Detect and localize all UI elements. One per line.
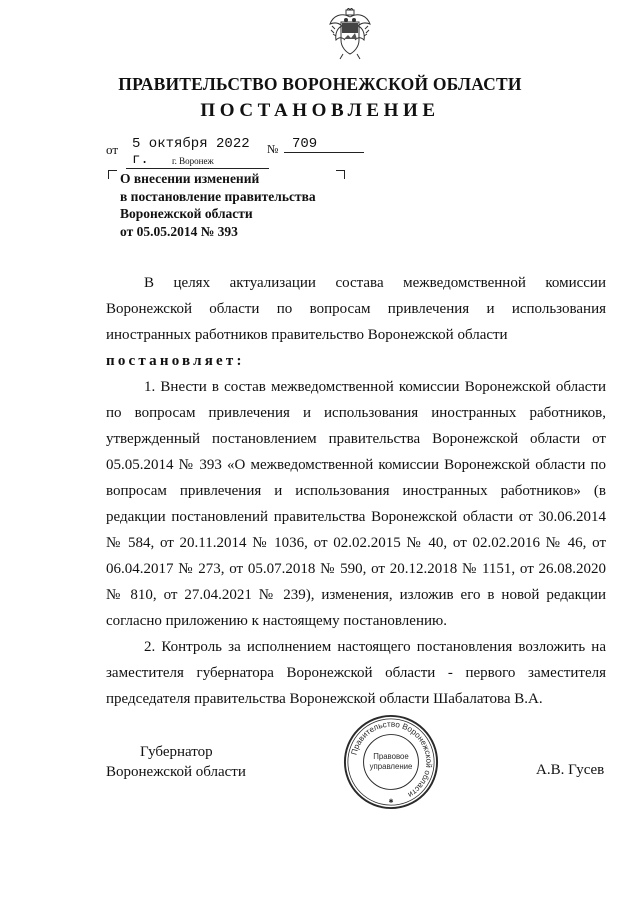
document-city: г. Воронеж [172,156,214,166]
subject-line: от 05.05.2014 № 393 [120,223,238,239]
coat-of-arms-icon [327,8,373,60]
stamp-center-line-1: Правовое [373,752,409,762]
document-subject [120,170,316,240]
position-line-1: Губернатор [140,744,213,760]
signatory-position [106,742,246,782]
subject-line: О внесении изменений [120,171,260,186]
subject-corner-left [108,170,117,179]
document-body [106,270,606,712]
date-prefix: от [106,142,119,157]
document-number: 709 [284,136,364,153]
subject-line: Воронежской области [120,206,253,221]
organization-title: ПРАВИТЕЛЬСТВО ВОРОНЕЖСКОЙ ОБЛАСТИ [118,74,522,94]
stamp-star-icon: ✱ [388,799,394,806]
position-line-2: Воронежской области [106,764,246,780]
number-label: № [267,142,279,156]
document-date: 5 октября 2022 г. [126,136,269,169]
stamp-ring-text: Правительство Воронежской области [349,719,434,800]
stamp-center-line-2: управление [369,761,413,771]
item-1-paragraph: 1. Внести в состав межведомственной комиссии Воронежской области по вопросам привлечения и использования иностранных работников, утвержденный постановлением правительства Воронежской области от 05.05.2014 № 393 «О межведомственной комиссии Воронежской области по вопросам привлечения и использования иностранных работников» (в редакции постановлений правительства Воронежской области от 30.06.2014 № 584, от 20.11.2014 № 1036, от 02.02.2015 № 40, от 02.02.2016 № 46, от 06.04.2017 № 273, от 05.07.2018 № 590, от 20.12.2018 № 1151, от 26.08.2020 № 810, от 27.04.2021 № 239), изменения, изложив его в новой редакции согласно приложению к настоящему постановлению. [106,379,606,629]
official-stamp-icon [342,713,440,811]
item-2-paragraph: 2. Контроль за исполнением настоящего постановления возложить на заместителя губернатора Воронежской области - первого заместителя председателя правительства Воронежской области Шабалатова В.А. [106,639,606,707]
subject-corner-right [336,170,345,179]
document-type-title: ПОСТАНОВЛЕНИЕ [200,100,440,121]
decree-word: постановляет: [106,353,245,369]
preamble-paragraph: В целях актуализации состава межведомственной комиссии Воронежской области по вопросам привлечения и использования иностранных работников правительство Воронежской области [106,275,606,343]
signatory-name: А.В. Гусев [536,762,605,778]
subject-line: в постановление правительства [120,188,316,204]
